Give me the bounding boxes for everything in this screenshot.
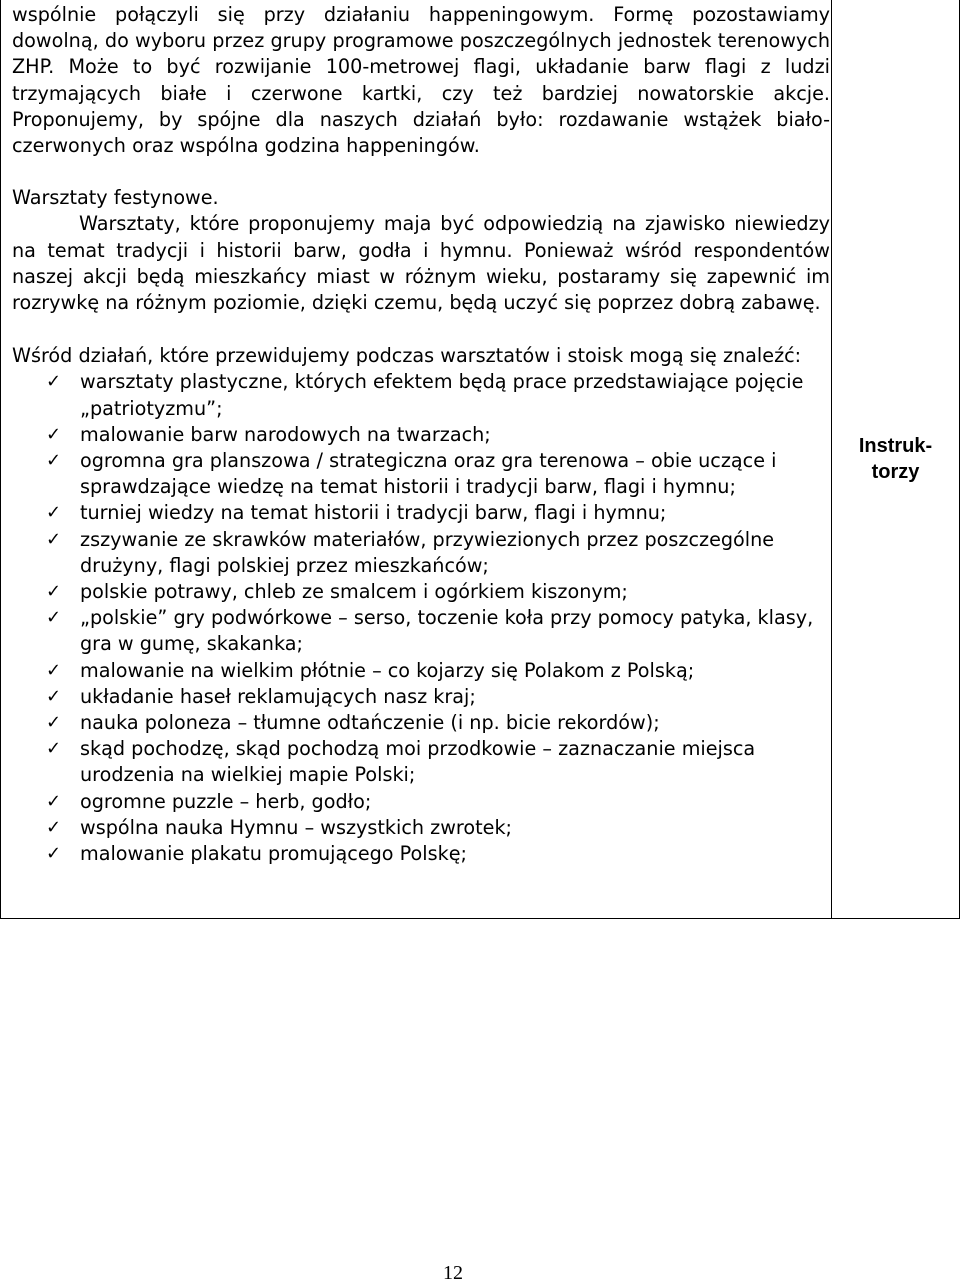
list-item: ✓ turniej wiedzy na temat historii i tradycji barw, flagi i hymnu; — [12, 500, 830, 526]
list-item: ✓ skąd pochodzę, skąd pochodzą moi przodkowie – zaznaczanie miejsca urodzenia na wielkiej mapie Polski; — [46, 737, 756, 787]
checkmark-icon: ✓ — [46, 659, 62, 681]
list-item: ✓ ogromne puzzle – herb, godło; — [12, 789, 830, 815]
list-item: ✓ malowanie na wielkim płótnie – co kojarzy się Polakom z Polską; — [12, 658, 830, 684]
paragraph-happening: wspólnie połączyli się przy działaniu happeningowym. Formę pozostawiamy dowolną, do wyboru przez grupy programowe poszczególnych jednostek terenowych ZHP. Może to być rozwijanie 100-metrowej flagi, układanie barw flagi z ludzi trzymających białe i czerwone kartki, czy też bardziej nowatorskie akcje. Proponujemy, by spójne dla naszych działań było: rozdawanie wstążek biało-czerwonych oraz wspólna godzina happeningów. — [12, 3, 830, 158]
checkmark-icon: ✓ — [46, 371, 62, 393]
checkmark-icon: ✓ — [46, 581, 62, 603]
responsible-label: Instruk- torzy — [858, 435, 933, 483]
description-cell — [1, 0, 832, 918]
section-heading: Warsztaty festynowe. — [12, 186, 219, 210]
checkmark-icon: ✓ — [46, 816, 62, 838]
list-item: ✓ warsztaty plastyczne, których efektem będą prace przedstawiające pojęcie „patriotyzmu”; — [46, 370, 804, 420]
checkmark-icon: ✓ — [46, 685, 62, 707]
list-item: ✓ zszywanie ze skrawków materiałów, przywiezionych przez poszczególne drużyny, flagi polskiej przez mieszkańców; — [46, 527, 775, 577]
checkmark-icon: ✓ — [46, 843, 62, 865]
list-item: ✓ ogromna gra planszowa / strategiczna oraz gra terenowa – obie uczące i sprawdzające wiedzę na temat historii i tradycji barw, flagi i hymnu; — [46, 449, 777, 499]
list-item: ✓ malowanie barw narodowych na twarzach; — [12, 422, 830, 448]
page-number: 12 — [443, 1262, 463, 1284]
checkmark-icon: ✓ — [46, 607, 62, 629]
checkmark-icon: ✓ — [46, 528, 62, 550]
activities-list — [12, 369, 830, 867]
list-item: ✓ wspólna nauka Hymnu – wszystkich zwrotek; — [12, 815, 830, 841]
checkmark-icon: ✓ — [46, 502, 62, 524]
paragraph-workshops: Warsztaty, które proponujemy maja być odpowiedzią na zjawisko niewiedzy na temat tradycji i historii barw, godła i hymnu. Ponieważ wśród respondentów naszej akcji będą mieszkańcy miast w różnym wieku, postaramy się zapewnić im rozrywkę na różnym poziomie, dzięki czemu, będą uczyć się poprzez dobrą zabawę. — [12, 212, 830, 315]
cell-content — [12, 2, 830, 867]
list-item: ✓ układanie haseł reklamujących nasz kraj; — [12, 684, 830, 710]
checkmark-icon: ✓ — [46, 712, 62, 734]
checkmark-icon: ✓ — [46, 450, 62, 472]
checkmark-icon: ✓ — [46, 790, 62, 812]
list-item: ✓ polskie potrawy, chleb ze smalcem i ogórkiem kiszonym; — [12, 579, 830, 605]
activities-intro: Wśród działań, które przewidujemy podczas warsztatów i stoisk mogą się znaleźć: — [12, 344, 802, 368]
responsible-cell — [832, 0, 959, 918]
list-item: ✓ „polskie” gry podwórkowe – serso, toczenie koła przy pomocy patyka, klasy, gra w gumę, skakanka; — [46, 606, 814, 656]
list-item: ✓ malowanie plakatu promującego Polskę; — [12, 841, 830, 867]
checkmark-icon: ✓ — [46, 423, 62, 445]
checkmark-icon: ✓ — [46, 738, 62, 760]
list-item: ✓ nauka poloneza – tłumne odtańczenie (i np. bicie rekordów); — [12, 710, 830, 736]
